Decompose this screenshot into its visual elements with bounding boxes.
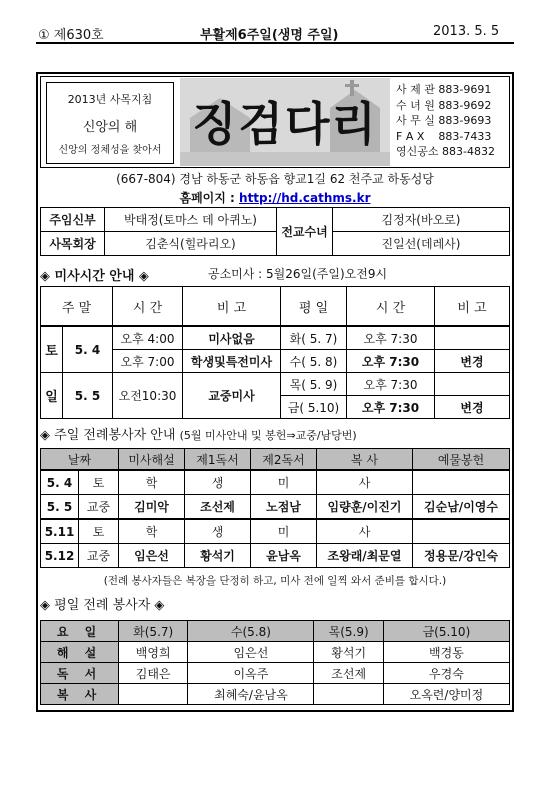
masthead-banner: [180, 78, 390, 166]
weekday-note: 변경: [435, 350, 510, 373]
service-note: (전례 봉사자들은 복장을 단정히 하고, 미사 전에 일찍 와서 준비를 합시다.): [103, 575, 447, 587]
weekday-date: 금( 5.10): [281, 396, 347, 419]
day-label: 요 일: [41, 621, 119, 642]
mass-time: 오후 7:00: [113, 350, 183, 373]
weekday-service-table: 요 일 화(5.7) 수(5.8) 목(5.9) 금(5.10) 해 설 백영희 임은선 황석기 백경동 독 서 김태은 이옥주 조선제 우경숙 복 사 최혜숙/윤남옥 오옥련/양미정: [40, 620, 510, 705]
contact-row: F A X 883-7433: [396, 129, 492, 143]
mass-section-title: ◈ 미사시간 안내 ◈: [40, 269, 149, 284]
mass-note: 교중미사: [183, 373, 281, 419]
header-commentary: 미사해설: [119, 449, 185, 471]
contact-list: [396, 82, 508, 160]
mass-note: 미사없음: [183, 326, 281, 350]
mass-time: 오전10:30: [113, 373, 183, 419]
pastoral-theme-box: [46, 82, 174, 164]
service-section-title: ◈ 주일 전례봉사자 안내 (5월 미사안내 및 봉헌⇒교중/남당번): [40, 428, 357, 443]
table-row: 5. 5 교중 김미악 조선제 노점남 임량훈/이진기 김순남/이영수: [41, 495, 510, 520]
pastor-name: 박태정(토마스 데 아퀴노): [105, 208, 277, 232]
header-weekday: 평 일: [281, 287, 347, 327]
homepage: [40, 189, 510, 206]
newsletter-title: 징검다리: [192, 97, 378, 151]
sun-date: 5. 5: [63, 373, 113, 419]
chair-label: 사목회장: [41, 232, 105, 256]
table-row: 해 설 백영희 임은선 황석기 백경동: [41, 642, 510, 663]
outstation-mass-notice: 공소미사 : 5월26일(주일)오전9시: [208, 267, 388, 281]
issue-date: 2013. 5. 5: [433, 24, 500, 39]
chair-name: 김춘식(힐라리오): [105, 232, 277, 256]
theme-title: 신앙의 해: [82, 120, 138, 135]
header-server: 복 사: [317, 449, 413, 471]
table-row: 독 서 김태은 이옥주 조선제 우경숙: [41, 663, 510, 684]
table-row: 5. 4 토 학 생 미 사: [41, 470, 510, 495]
table-row: 복 사 최혜숙/윤남옥 오옥련/양미정: [41, 684, 510, 705]
weekday-note: 변경: [435, 396, 510, 419]
mass-time: 오후 4:00: [113, 326, 183, 350]
header-date: 날짜: [41, 449, 119, 471]
contact-row: 영신공소 883-4832: [396, 145, 495, 159]
theme-subtitle: 신앙의 정체성을 찾아서: [58, 145, 162, 156]
header-rule: [36, 42, 514, 44]
contact-row: 사 제 관 883-9691: [396, 83, 492, 96]
staff-table: [40, 207, 510, 256]
homepage-label: 홈페이지 :: [179, 191, 235, 205]
sat-date: 5. 4: [63, 326, 113, 373]
service-subtitle: (5월 미사안내 및 봉헌⇒교중/남당번): [179, 429, 357, 442]
sunday-service-table: [40, 448, 510, 568]
weekday-time: 오후 7:30: [347, 396, 435, 419]
header-weekend: 주 말: [41, 287, 113, 327]
sun-label: 일: [41, 373, 63, 419]
nun-name-1: 김정자(바오로): [333, 208, 510, 232]
table-row: 5.11 토 학 생 미 사: [41, 519, 510, 544]
sat-label: 토: [41, 326, 63, 373]
homepage-link[interactable]: http://hd.cathms.kr: [239, 191, 371, 205]
weekday-time: 오후 7:30: [347, 373, 435, 396]
nun-label: 전교수녀: [277, 208, 333, 256]
weekday-note: [435, 326, 510, 350]
header-reading2: 제2독서: [251, 449, 317, 471]
header-time: 시 간: [347, 287, 435, 327]
mass-time-table: [40, 286, 510, 419]
header-note: 비 고: [183, 287, 281, 327]
mass-note: 학생및특전미사: [183, 350, 281, 373]
weekday-section-title: ◈ 평일 전례 봉사자 ◈: [40, 598, 165, 613]
header-offering: 예물봉헌: [413, 449, 510, 471]
weekday-time: 오후 7:30: [347, 326, 435, 350]
sunday-title: 부활제6주일(생명 주일): [200, 28, 339, 43]
weekday-date: 수( 5. 8): [281, 350, 347, 373]
church-address: (667-804) 경남 하동군 하동읍 향교1길 62 천주교 하동성당: [116, 172, 434, 186]
theme-year: 2013년 사목지침: [67, 93, 153, 106]
pastor-label: 주임신부: [41, 208, 105, 232]
contact-row: 수 녀 원 883-9692: [396, 98, 492, 112]
contact-row: 사 무 실 883-9693: [396, 114, 492, 128]
header-reading1: 제1독서: [185, 449, 251, 471]
weekday-time: 오후 7:30: [347, 350, 435, 373]
table-row: 5.12 교중 임은선 황석기 윤남옥 조왕래/최문열 정용문/강인숙: [41, 544, 510, 568]
header-time: 시 간: [113, 287, 183, 327]
header-note: 비 고: [435, 287, 510, 327]
weekday-note: [435, 373, 510, 396]
weekday-date: 화( 5. 7): [281, 326, 347, 350]
issue-number: ① 제630호: [38, 28, 104, 43]
weekday-date: 목( 5. 9): [281, 373, 347, 396]
nun-name-2: 진일선(데레사): [333, 232, 510, 256]
